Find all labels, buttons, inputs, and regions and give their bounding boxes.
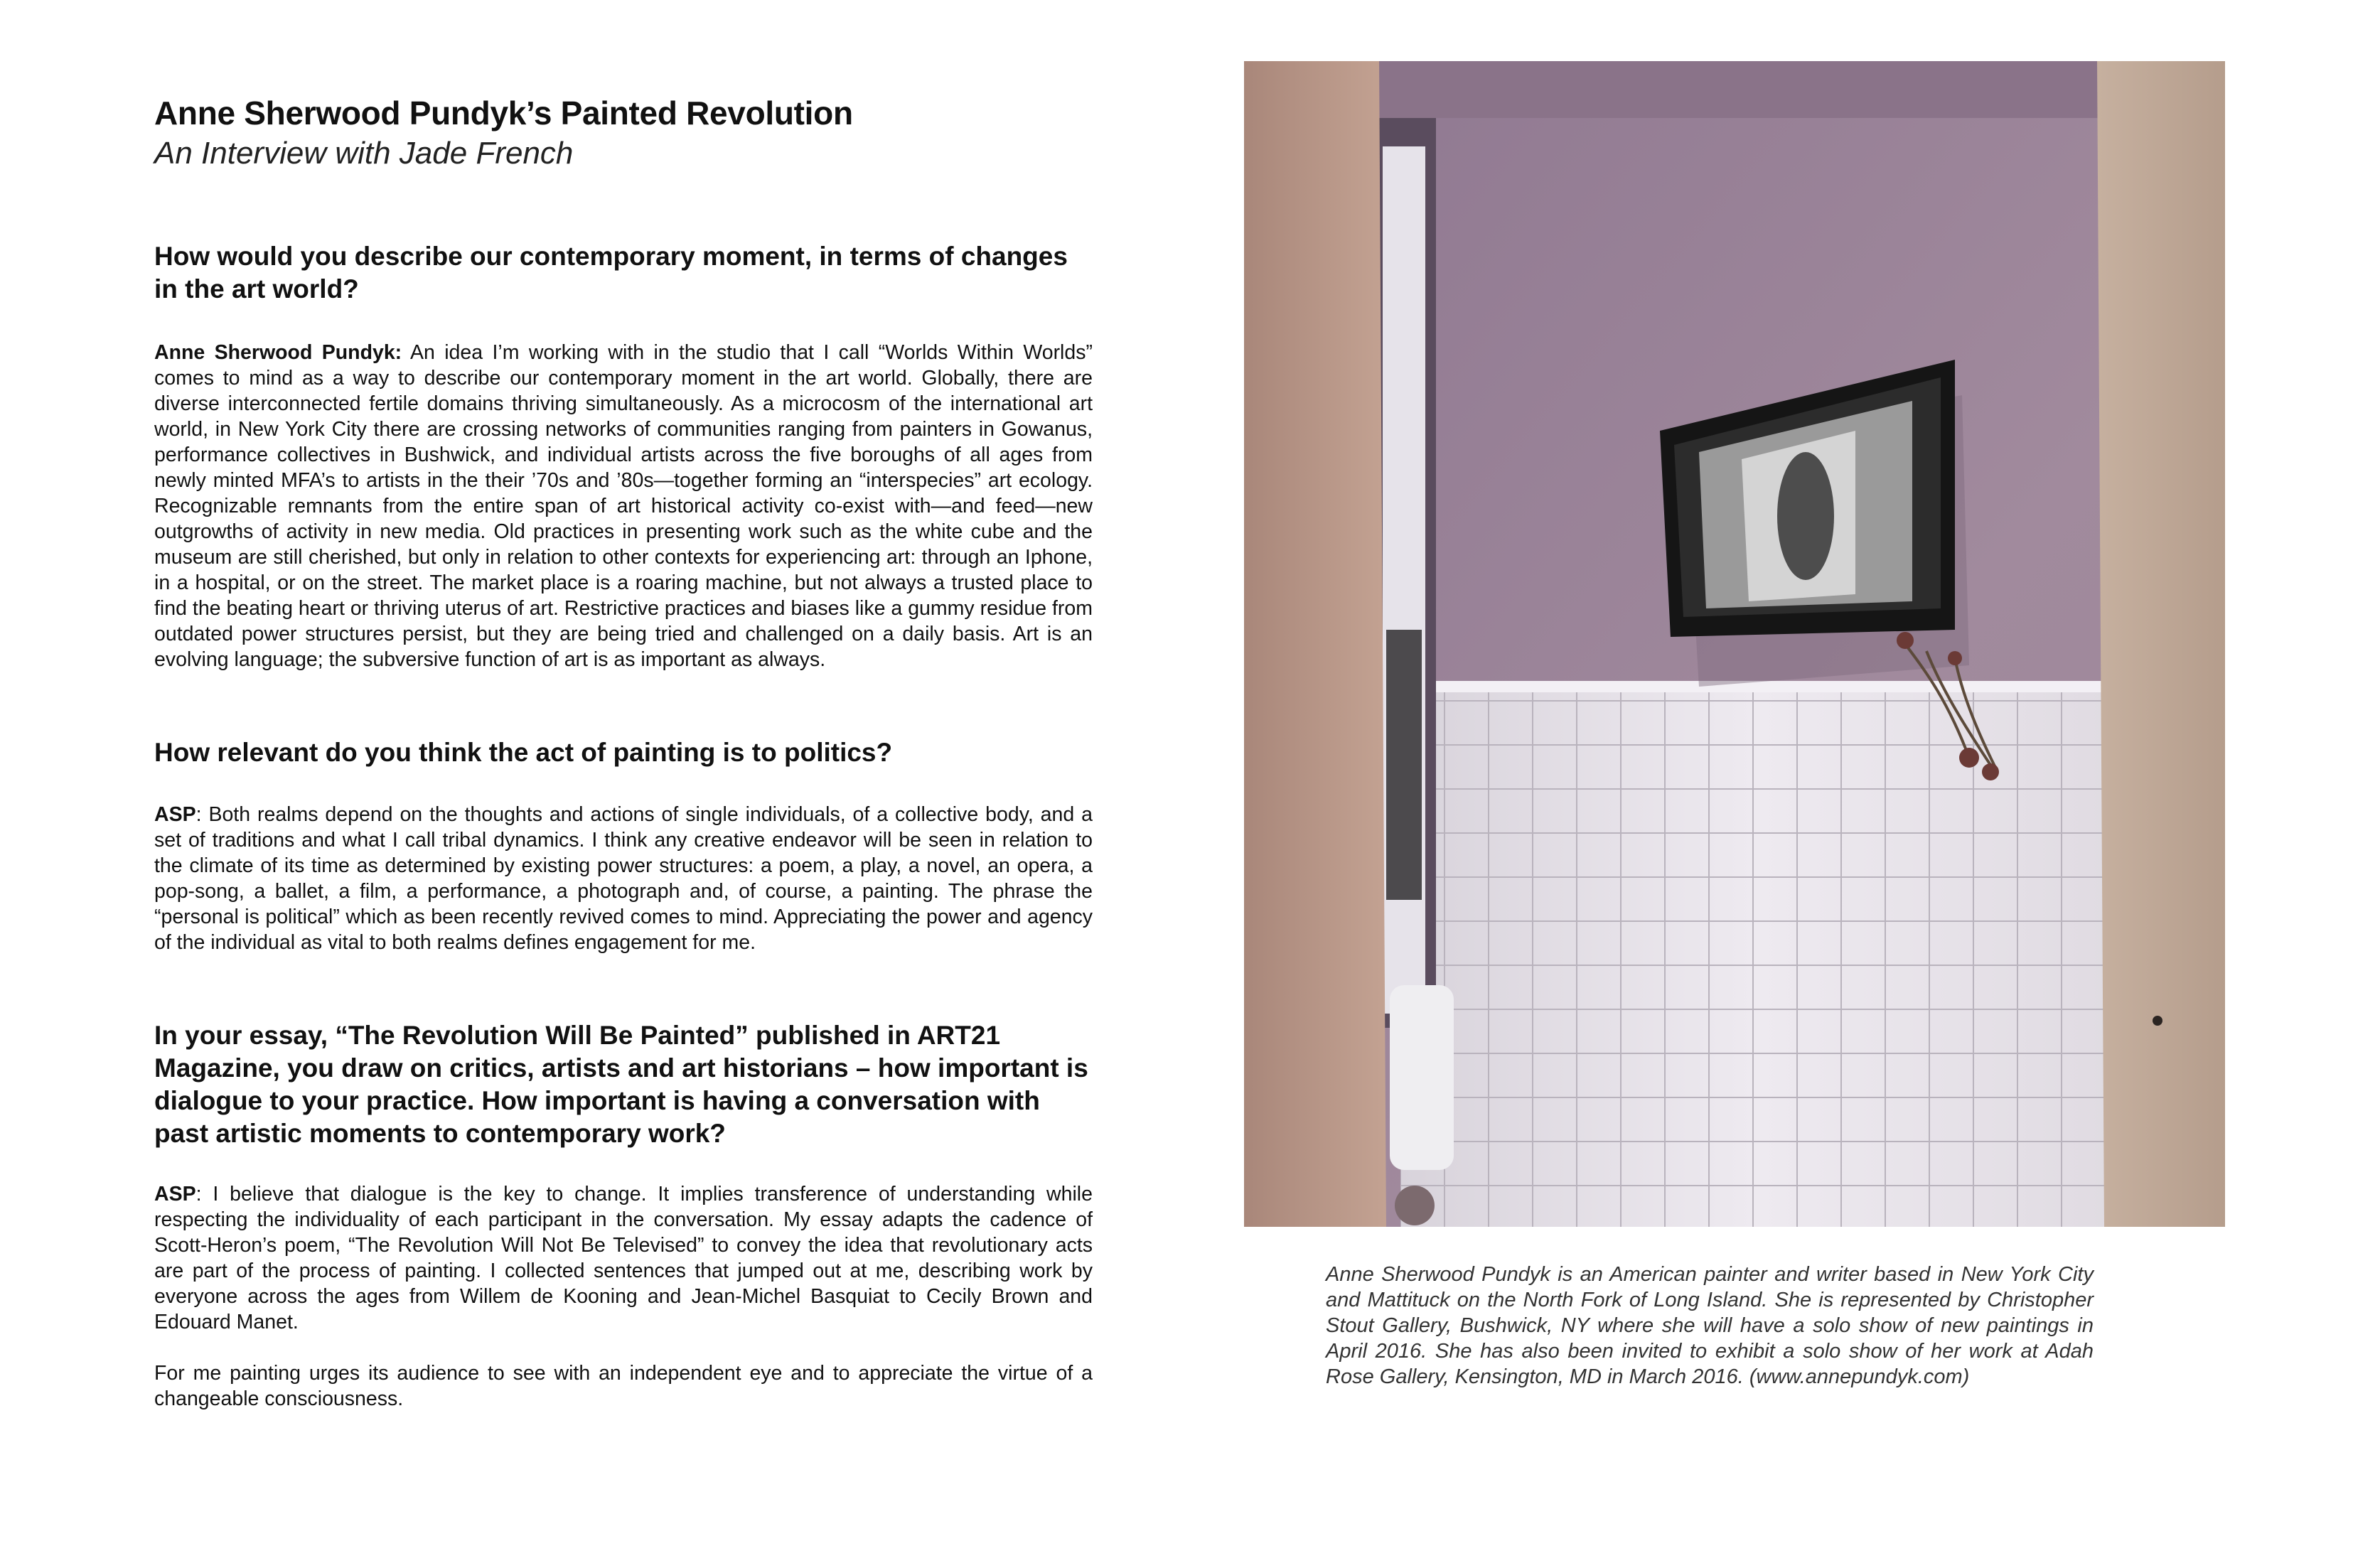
answer-text: : I believe that dialogue is the key to change. It implies transference of understanding while respecting the individuality of each participant in the conversation. My essay adapts the cadence of Scott-Heron’s poem, “The Revolution Will Not Be Televised” to convey the idea that revolutionary acts are part of the process of painting. I collected sentences that jumped out at me, describing work by everyone across the ages from Willem de Kooning and Jean-Michel Basquiat to Cecily Brown and Edouard Manet. — [154, 1183, 1093, 1333]
answer-3-continued: For me painting urges its audience to see with an independent eye and to appreciate the virtue of a changeable consciousness. — [154, 1362, 1093, 1410]
photo-caption: Anne Sherwood Pundyk is an American painter and writer based in New York City and Mattituck on the North Fork of Long Island. She is represented by Christopher Stout Gallery, Bushwick, NY where she will have a solo show of new paintings in April 2016. She has also been invited to exhibit a solo show of her work at Adah Rose Gallery, Kensington, MD in March 2016. (www.annepundyk.com) — [1326, 1263, 2094, 1388]
answer-3 — [154, 1181, 1093, 1335]
question-2: How relevant do you think the act of painting is to politics? — [154, 738, 893, 767]
article-title: Anne Sherwood Pundyk’s Painted Revolution — [154, 95, 853, 131]
speaker-label: ASP — [154, 803, 196, 826]
article-column — [154, 92, 1093, 1412]
answer-text: : Both realms depend on the thoughts and actions of single individuals, of a collective body, and a set of traditions and what I call tribal dynamics. I think any creative endeavor will be seen in relation to the climate of its time as determined by existing power structures: a poem, a play, a novel, an opera, a pop-song, a ballet, a film, a performance, a photograph and, of course, a painting. The phrase the “personal is political” which as been recently revived comes to mind. Appreciating the power and agency of the individual as vital to both realms defines engagement for me. — [154, 803, 1093, 954]
question-3: In your essay, “The Revolution Will Be Painted” published in ART21 Magazine, you draw on critics, artists and art historians – how important is dialogue to your practice. How important is having a conversation with past artistic moments to contemporary work? — [154, 1021, 1088, 1148]
answer-2 — [154, 802, 1093, 955]
article-subtitle: An Interview with Jade French — [154, 136, 574, 171]
installation-photo — [1244, 61, 2225, 1227]
question-1: How would you describe our contemporary moment, in terms of changes in the art world? — [154, 242, 1068, 304]
speaker-label: Anne Sherwood Pundyk: — [154, 341, 402, 364]
answer-1 — [154, 340, 1093, 672]
speaker-label: ASP — [154, 1183, 196, 1205]
answer-text: An idea I’m working with in the studio that I call “Worlds Within Worlds” comes to mind as a way to describe our contemporary moment in the art world. Globally, there are diverse interconnected fertile domains thriving simultaneously. As a microcosm of the international art world, in New York City there are crossing networks of communities ranging from painters in Gowanus, performance collectives in Bushwick, and individual artists across the five boroughs of all ages from newly minted MFA’s to artists in the their ’70s and ’80s—together forming an “interspecies” art ecology. Recognizable remnants from the entire span of art historical activity co-exist with—and feed—new outgrowths of activity in new media. Old practices in presenting work such as the white cube and the museum are still cherished, but only in relation to other contexts for experiencing art: through an Iphone, in a hospital, or on the street. The market place is a roaring machine, but not always a trusted place to find the beating heart or thriving uterus of art. Restrictive practices and biases like a gummy residue from outdated power structures persist, but they are being tried and challenged on a daily basis. Art is an evolving language; the subversive function of art is as important as always. — [154, 341, 1093, 671]
installation-photo-illustration — [1244, 61, 2225, 1227]
